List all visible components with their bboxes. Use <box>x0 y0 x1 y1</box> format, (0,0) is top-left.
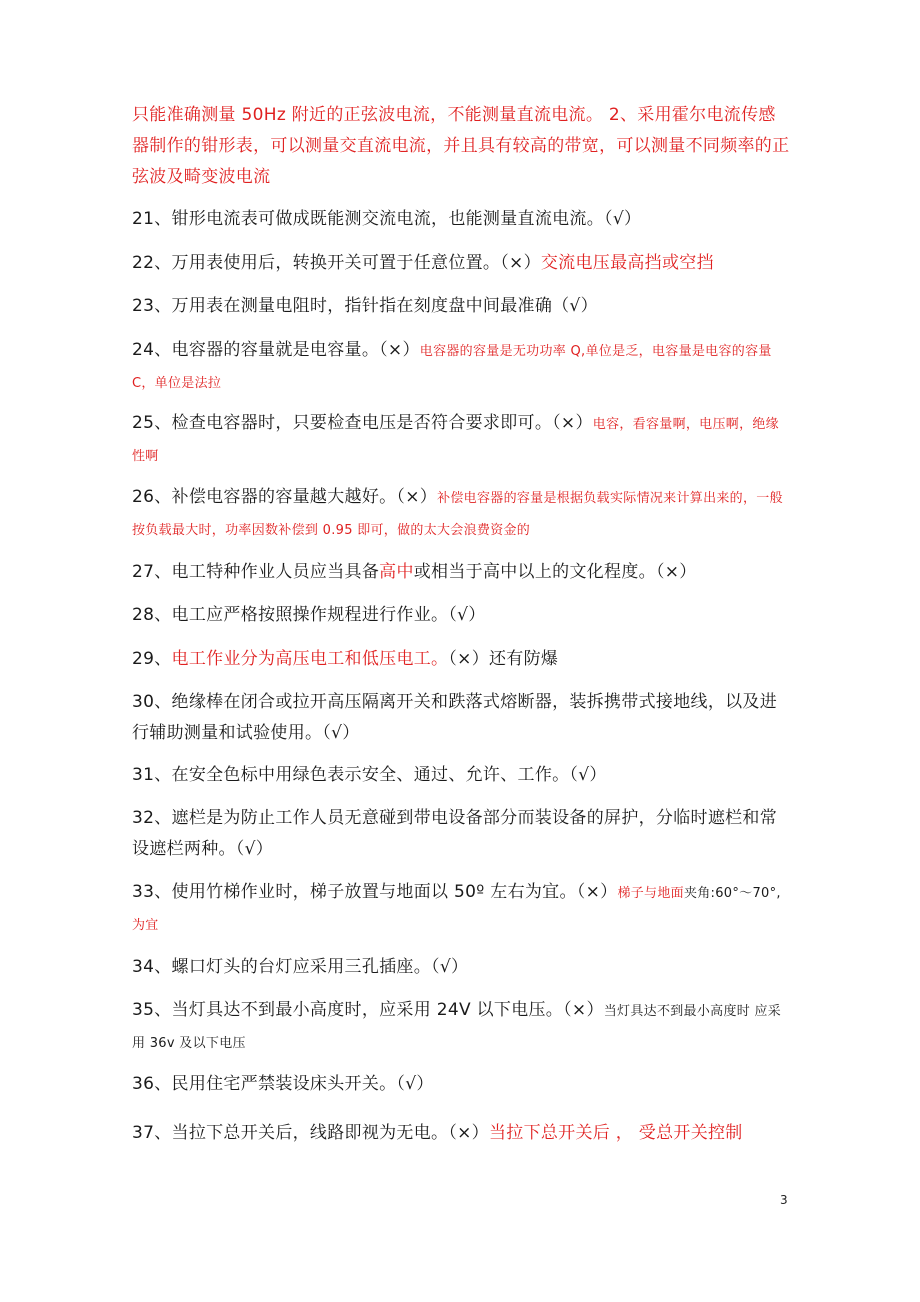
question-text: 21、钳形电流表可做成既能测交流电流，也能测量直流电流。（√） <box>132 209 642 229</box>
answer-note: 电容器的容量是无功功率 Q,单位是乏，电容量是电容的容量 C，单位是法拉 <box>132 344 772 391</box>
question-text: 25、检查电容器时，只要检查电压是否符合要求即可。（×） <box>132 413 593 433</box>
answer-note: 当拉下总开关后 ， 受总开关控制 <box>488 1123 743 1143</box>
question-text: 36、民用住宅严禁装设床头开关。（√） <box>132 1074 434 1094</box>
question-22 <box>132 248 792 279</box>
answer-note: 补偿电容器的容量是根据负载实际情况来计算出来的，一般按负载最大时，功率因数补偿到 0.95 即可，做的太大会浪费资金的 <box>132 491 783 538</box>
question-text: 24、电容器的容量就是电容量。（×） <box>132 340 420 360</box>
question-text: 30、绝缘棒在闭合或拉开高压隔离开关和跌落式熔断器，装拆携带式接地线，以及进行辅助测量和试验使用。（√） <box>132 692 778 743</box>
question-text: 28、电工应严格按照操作规程进行作业。（√） <box>132 605 486 625</box>
answer-note: 夹角:60°～70°, <box>683 886 781 901</box>
question-35 <box>132 995 792 1059</box>
question-text: 22、万用表使用后，转换开关可置于任意位置。（×） <box>132 253 541 273</box>
question-text: 31、在安全色标中用绿色表示安全、通过、允许、工作。（√） <box>132 765 607 785</box>
question-28 <box>132 600 792 631</box>
question-text: 或相当于高中以上的文化程度。（×） <box>413 562 697 582</box>
answer-note: 梯子与地面 <box>617 886 684 901</box>
question-23 <box>132 291 792 322</box>
question-33 <box>132 877 792 941</box>
paragraph-clamp-meter-note <box>132 100 792 193</box>
answer-note: 为宜 <box>132 918 159 933</box>
question-25 <box>132 408 792 472</box>
question-text: 33、使用竹梯作业时，梯子放置与地面以 50º 左右为宜。（×） <box>132 882 618 902</box>
question-37 <box>132 1118 792 1149</box>
question-number: 29、 <box>132 649 172 669</box>
question-32 <box>132 803 792 865</box>
answer-note: 电容，看容量啊，电压啊，绝缘性啊 <box>132 417 779 464</box>
question-text: 32、遮栏是为防止工作人员无意碰到带电设备部分而装设备的屏护，分临时遮栏和常设遮栏两种。（√） <box>132 808 778 859</box>
question-27 <box>132 557 792 588</box>
question-31 <box>132 760 792 791</box>
answer-note: 交流电压最高挡或空挡 <box>540 253 714 273</box>
question-24 <box>132 335 792 399</box>
question-26 <box>132 482 792 546</box>
question-text: 26、补偿电容器的容量越大越好。（×） <box>132 487 438 507</box>
question-text: 34、螺口灯头的台灯应采用三孔插座。（√） <box>132 957 469 977</box>
question-34 <box>132 952 792 983</box>
question-29 <box>132 644 792 675</box>
highlight-text: 电工作业分为高压电工和低压电工。 <box>171 649 449 669</box>
question-30 <box>132 687 792 749</box>
question-text: 27、电工特种作业人员应当具备 <box>132 562 380 582</box>
question-text: 35、当灯具达不到最小高度时，应采用 24V 以下电压。（×） <box>132 1000 604 1020</box>
highlight-text: 高中 <box>379 562 414 582</box>
question-text: 37、当拉下总开关后，线路即视为无电。（×） <box>132 1123 489 1143</box>
page-number: 3 <box>780 1193 788 1207</box>
note-text: 只能准确测量 50Hz 附近的正弦波电流，不能测量直流电流。 2、采用霍尔电流传感器制作的钳形表，可以测量交直流电流，并且具有较高的带宽，可以测量不同频率的正弦波及畸变波电流 <box>132 105 790 187</box>
answer-note: 当灯具达不到最小高度时 应采用 36v 及以下电压 <box>132 1004 782 1051</box>
answer-note: （×）还有防爆 <box>448 649 559 669</box>
question-text: 23、万用表在测量电阻时，指针指在刻度盘中间最准确（√） <box>132 296 598 316</box>
question-21 <box>132 204 792 235</box>
question-36 <box>132 1069 792 1100</box>
